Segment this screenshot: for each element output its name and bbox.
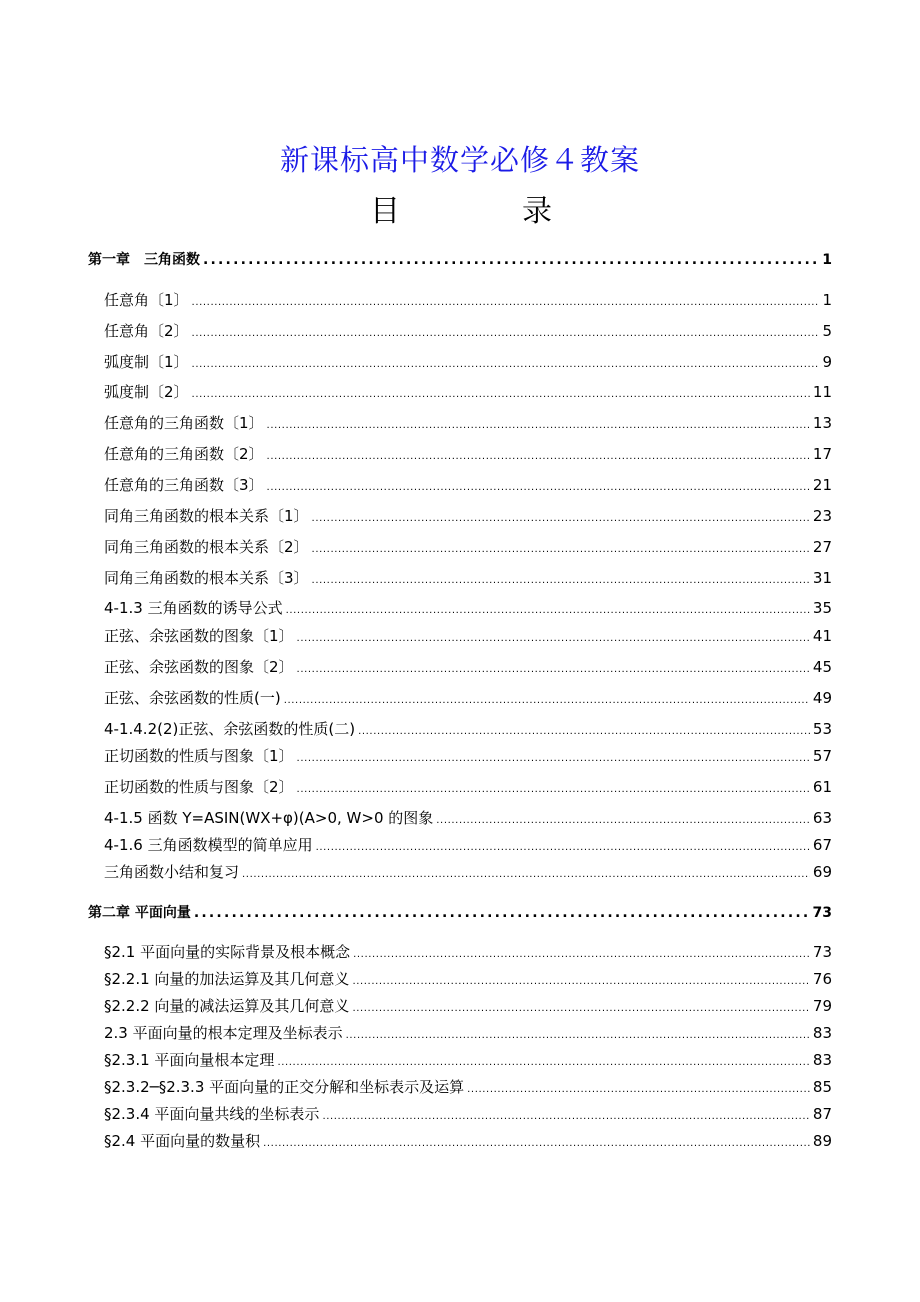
- entry-title: 任意角的三角函数〔1〕: [104, 414, 264, 432]
- toc-entry[interactable]: [104, 412, 832, 433]
- page-number: 83: [812, 1024, 832, 1042]
- entry-title: 同角三角函数的根本关系〔2〕: [104, 538, 309, 556]
- page-number: 11: [812, 383, 832, 401]
- dot-leader: [286, 605, 810, 616]
- entry-title: 2.3 平面向量的根本定理及坐标表示: [104, 1024, 343, 1042]
- page-number: 17: [812, 445, 832, 463]
- dot-leader: [267, 420, 810, 431]
- entry-title: §2.3.4 平面向量共线的坐标表示: [104, 1105, 320, 1123]
- dot-leader: [284, 695, 810, 706]
- entry-title: 4-1.6 三角函数模型的简单应用: [104, 836, 313, 854]
- toc-entry[interactable]: [104, 1130, 832, 1151]
- toc-entry[interactable]: [104, 1022, 832, 1043]
- toc-entry[interactable]: [104, 597, 832, 618]
- toc-entry[interactable]: [104, 443, 832, 464]
- entry-title: 任意角〔2〕: [104, 322, 189, 340]
- toc-entry[interactable]: [104, 995, 832, 1016]
- toc-entry[interactable]: [104, 474, 832, 495]
- dot-leader: [242, 869, 810, 880]
- page-number: 89: [812, 1132, 832, 1150]
- entry-title: 任意角的三角函数〔3〕: [104, 476, 264, 494]
- toc-entry[interactable]: [104, 1049, 832, 1070]
- page-number: 79: [812, 997, 832, 1015]
- dot-leader: [312, 544, 810, 555]
- toc-entry[interactable]: [104, 941, 832, 962]
- entry-title: §2.3.2─§2.3.3 平面向量的正交分解和坐标表示及运算: [104, 1078, 465, 1096]
- dot-leader: [353, 949, 810, 960]
- entry-title: §2.3.1 平面向量根本定理: [104, 1051, 275, 1069]
- page-number: 9: [822, 353, 832, 371]
- entry-title: 4-1.4.2(2)正弦、余弦函数的性质(二): [104, 720, 356, 738]
- page-number: 76: [812, 970, 832, 988]
- dot-leader: [203, 252, 819, 268]
- page-number: 13: [812, 414, 832, 432]
- dot-leader: [436, 815, 810, 826]
- entry-title: 正弦、余弦函数的性质(一): [104, 689, 281, 707]
- dot-leader: [192, 359, 820, 370]
- entry-title: 正弦、余弦函数的图象〔1〕: [104, 627, 294, 645]
- dot-leader: [322, 1111, 809, 1122]
- dot-leader: [297, 633, 810, 644]
- dot-leader: [297, 784, 810, 795]
- page-number: 45: [812, 658, 832, 676]
- dot-leader: [267, 482, 810, 493]
- toc-entry[interactable]: [104, 861, 832, 882]
- page-number: 61: [812, 778, 832, 796]
- toc-entry[interactable]: [104, 776, 832, 797]
- page-number: 53: [812, 720, 832, 738]
- toc-heading-char-2: 录: [522, 194, 552, 229]
- entry-title: 4-1.5 函数 Y=ASIN(WX+φ)(A>0, W>0 的图象: [104, 809, 434, 827]
- toc-entry[interactable]: [104, 718, 832, 739]
- page-number: 35: [812, 599, 832, 617]
- toc-entry[interactable]: [104, 320, 832, 341]
- entry-title: 任意角的三角函数〔2〕: [104, 445, 264, 463]
- document-title: 新课标高中数学必修４教案: [279, 143, 640, 177]
- page-number: 21: [812, 476, 832, 494]
- dot-leader: [352, 1003, 809, 1014]
- entry-title: 三角函数小结和复习: [104, 863, 240, 881]
- entry-title: 正切函数的性质与图象〔1〕: [104, 747, 294, 765]
- dot-leader: [312, 575, 810, 586]
- dot-leader: [267, 451, 810, 462]
- entry-title: 正弦、余弦函数的图象〔2〕: [104, 658, 294, 676]
- entry-title: 同角三角函数的根本关系〔1〕: [104, 507, 309, 525]
- entry-title: §2.2.1 向量的加法运算及其几何意义: [104, 970, 350, 988]
- toc-entry[interactable]: [104, 536, 832, 557]
- toc-heading-char-1: 目: [370, 194, 400, 229]
- page-number: 1: [822, 252, 832, 268]
- toc-entry[interactable]: [104, 834, 832, 855]
- page-number: 31: [812, 569, 832, 587]
- entry-title: §2.4 平面向量的数量积: [104, 1132, 261, 1150]
- toc-entry[interactable]: [104, 505, 832, 526]
- entry-title: 弧度制〔1〕: [104, 353, 189, 371]
- toc-entry[interactable]: [104, 807, 832, 828]
- entry-title: §2.2.2 向量的减法运算及其几何意义: [104, 997, 350, 1015]
- toc-entry[interactable]: [104, 745, 832, 766]
- entry-title: 同角三角函数的根本关系〔3〕: [104, 569, 309, 587]
- toc-entry[interactable]: [104, 1076, 832, 1097]
- dot-leader: [297, 753, 810, 764]
- toc-entry[interactable]: [104, 289, 832, 310]
- dot-leader: [467, 1084, 810, 1095]
- entry-title: 任意角〔1〕: [104, 291, 189, 309]
- toc-entry[interactable]: [104, 968, 832, 989]
- dot-leader: [194, 905, 810, 921]
- toc-chapter-1[interactable]: [88, 249, 832, 269]
- page-number: 1: [822, 291, 832, 309]
- chapter-title: 第一章 三角函数: [88, 252, 200, 268]
- dot-leader: [192, 328, 820, 339]
- toc-entry[interactable]: [104, 351, 832, 372]
- dot-leader: [277, 1057, 809, 1068]
- entry-title: §2.1 平面向量的实际背景及根本概念: [104, 943, 351, 961]
- page-number: 5: [822, 322, 832, 340]
- entry-title: 弧度制〔2〕: [104, 383, 189, 401]
- toc-entry[interactable]: [104, 381, 832, 402]
- dot-leader: [312, 513, 810, 524]
- dot-leader: [192, 297, 820, 308]
- dot-leader: [352, 976, 809, 987]
- page-number: 69: [812, 863, 832, 881]
- page-number: 85: [812, 1078, 832, 1096]
- page-number: 87: [812, 1105, 832, 1123]
- toc-entry[interactable]: [104, 656, 832, 677]
- dot-leader: [346, 1030, 810, 1041]
- dot-leader: [192, 389, 810, 400]
- page-number: 27: [812, 538, 832, 556]
- page-number: 63: [812, 809, 832, 827]
- page-number: 41: [812, 627, 832, 645]
- page-number: 23: [812, 507, 832, 525]
- entry-title: 4-1.3 三角函数的诱导公式: [104, 599, 283, 617]
- page-number: 49: [812, 689, 832, 707]
- dot-leader: [297, 664, 810, 675]
- dot-leader: [263, 1138, 810, 1149]
- page-number: 83: [812, 1051, 832, 1069]
- toc-entry[interactable]: [104, 625, 832, 646]
- entry-title: 正切函数的性质与图象〔2〕: [104, 778, 294, 796]
- page-number: 57: [812, 747, 832, 765]
- toc-entry[interactable]: [104, 567, 832, 588]
- page-number: 67: [812, 836, 832, 854]
- toc-entry[interactable]: [104, 1103, 832, 1124]
- page-number: 73: [812, 943, 832, 961]
- toc-chapter-2[interactable]: [88, 902, 832, 922]
- page-number: 73: [812, 905, 832, 921]
- chapter-title: 第二章 平面向量: [88, 905, 191, 921]
- dot-leader: [316, 842, 810, 853]
- toc-entry[interactable]: [104, 687, 832, 708]
- dot-leader: [358, 726, 810, 737]
